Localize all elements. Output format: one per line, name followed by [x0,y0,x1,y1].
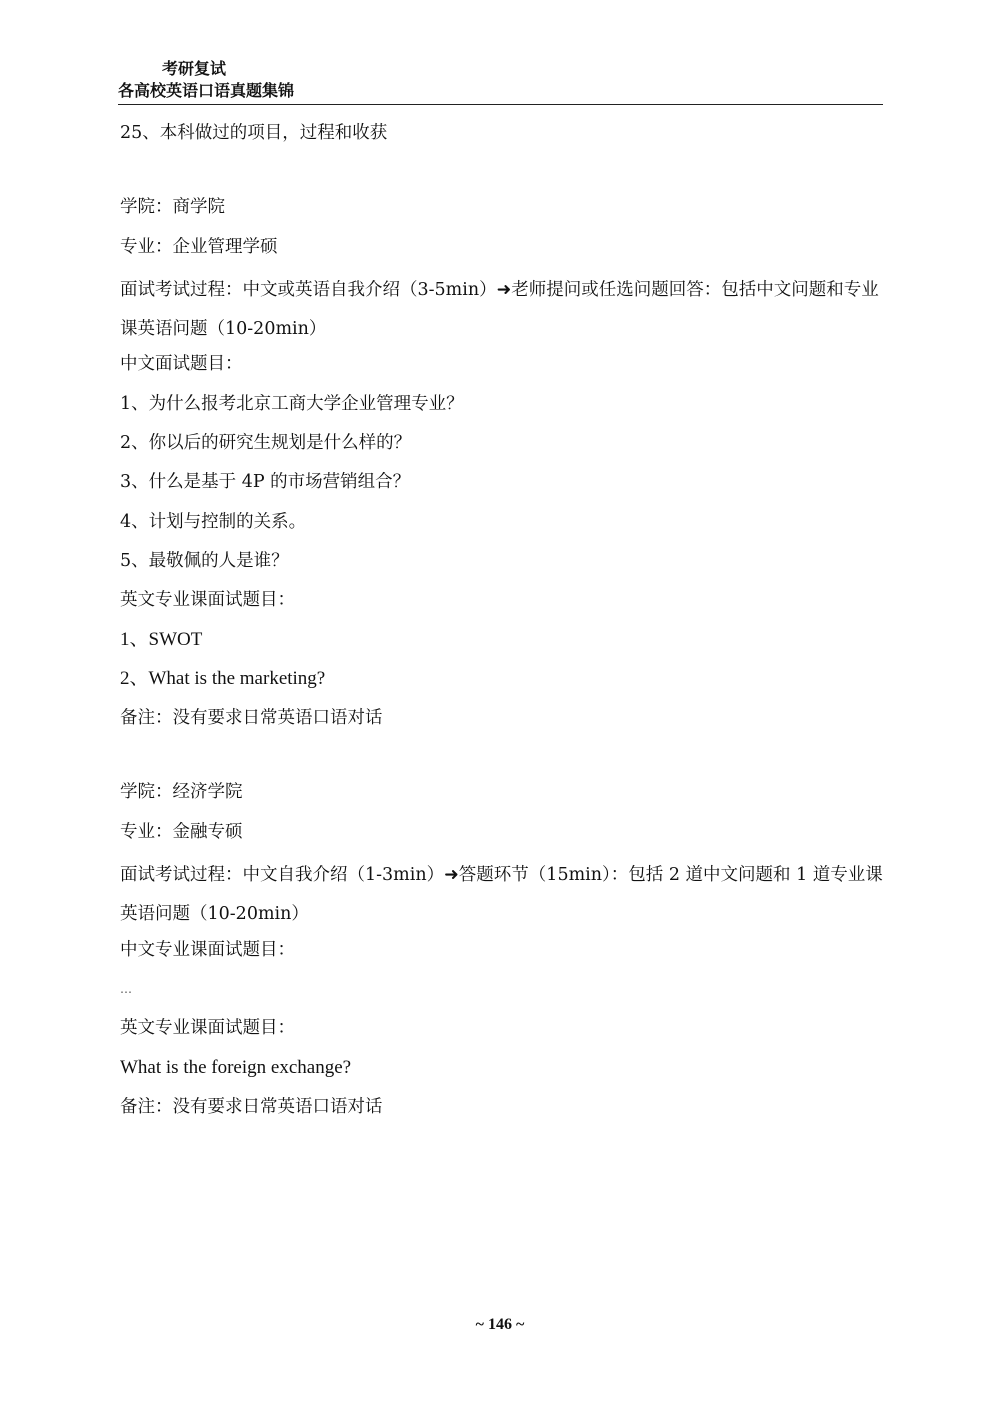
en-questions-heading: 英文专业课面试题目： [120,1018,295,1039]
cn-question: 2、你以后的研究生规划是什么样的？ [120,433,412,454]
cn-questions-heading: 中文面试题目： [120,354,243,375]
major-label: 专业：企业管理学硕 [120,236,278,257]
cn-question: 3、什么是基于 4P 的市场营销组合？ [120,472,411,493]
spacer [120,157,890,192]
spacer [120,742,890,777]
cn-questions-heading: 中文专业课面试题目： [120,939,295,960]
major-label: 专业：金融专硕 [120,821,243,842]
en-question: 2、What is the marketing? [120,667,326,689]
note: 备注：没有要求日常英语口语对话 [120,1096,383,1117]
header-rule [118,104,883,105]
section-business-school [120,192,890,742]
page-number: ~ 146 ~ [475,1316,525,1333]
cn-question: 1、为什么报考北京工商大学企业管理专业？ [120,393,464,414]
en-question: What is the foreign exchange? [120,1056,352,1078]
en-questions-heading: 英文专业课面试题目： [120,590,295,611]
header-title: 考研复试 [162,59,227,78]
question-title: 25、本科做过的项目，过程和收获 [120,123,388,143]
page-content [120,118,890,1131]
college-label: 学院：经济学院 [120,782,243,803]
section-economics-school [120,777,890,1131]
header-subtitle: 各高校英语口语真题集锦 [118,81,295,100]
en-question: 1、SWOT [120,628,203,650]
interview-process: 面试考试过程：中文或英语自我介绍（3-5min）➜老师提问或任选问题回答：包括中文问题和专业课英语问题（10-20min） [120,279,879,340]
cn-question: 5、最敬佩的人是谁？ [120,550,289,571]
college-label: 学院：商学院 [120,197,225,218]
interview-process: 面试考试过程：中文自我介绍（1-3min）➜答题环节（15min）：包括 2 道中文问题和 1 道专业课英语问题（10-20min） [120,865,883,925]
page-header [118,58,883,102]
note: 备注：没有要求日常英语口语对话 [120,708,383,729]
cn-question: 4、计划与控制的关系。 [120,511,307,532]
ellipsis: … [120,981,132,996]
